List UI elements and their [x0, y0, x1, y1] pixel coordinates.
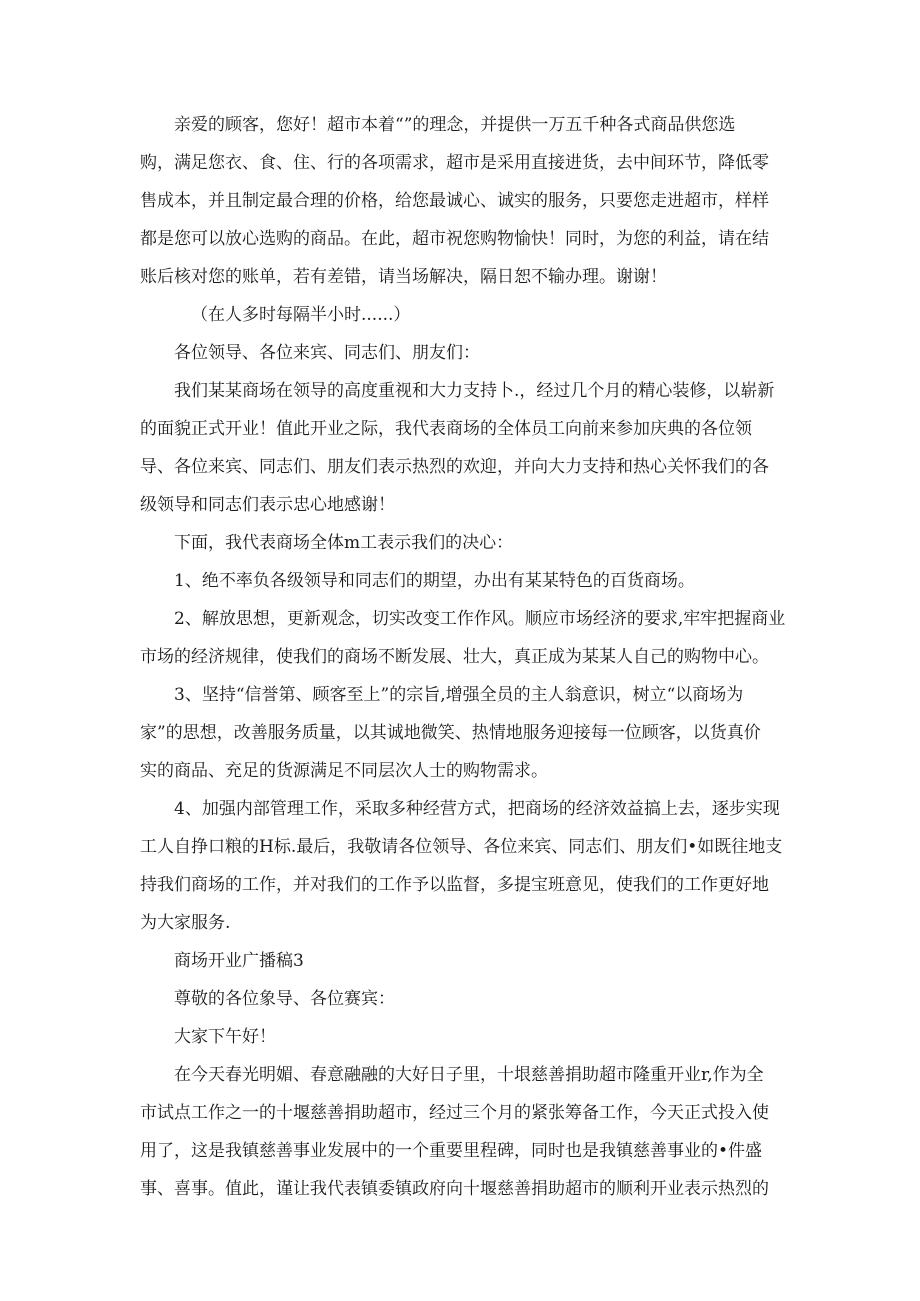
document-page — [140, 106, 786, 1208]
text-line: 1、绝不率负各级领导和同志们的期望，办出有某某特色的百货商场。 — [174, 571, 695, 591]
text-line: 亲爱的顾客，您好！超市本着“”的理念，并提供一万五千种各式商品供您选 — [174, 115, 736, 135]
text-line: 都是您可以放心选购的商品。在此，超市祝您购物愉快！同时，为您的利益，请在结 — [140, 229, 769, 249]
text-line: 为大家服务. — [140, 913, 231, 933]
text-line: 家”的思想，改善服务质量，以其诚地微笑、热情地服务迎接每一位顾客，以货真价 — [140, 723, 761, 743]
text-line: 的面貌正式开业！值此开业之际，我代表商场的全体员工向前来参加庆典的各位领 — [140, 419, 752, 439]
text-line: 尊敬的各位象导、各位赛宾： — [174, 989, 395, 1009]
text-line: 级领导和同志们表示忠心地感谢！ — [140, 495, 395, 515]
text-line: 各位领导、各位来宾、同志们、朋友们： — [174, 343, 480, 363]
text-line: 大家下午好！ — [174, 1027, 276, 1047]
text-line: 购，满足您衣、食、住、行的各项需求，超市是采用直接进货，去中间环节，降低零 — [140, 153, 769, 173]
text-line: 市场的经济规律，使我们的商场不断发展、壮大，真正成为某某人自己的购物中心。 — [140, 647, 769, 667]
text-line: 售成本，并且制定最合理的价格，给您最诚心、诚实的服务，只要您走进超市，样样 — [140, 191, 769, 211]
text-line: 在今天春光明媚、春意融融的大好日子里，十垠慈善捐助超市隆重开业r,作为全 — [174, 1065, 764, 1085]
text-line: 商场开业广播稿3 — [174, 951, 304, 971]
text-line: 4、加强内部管理工作，采取多种经营方式，把商场的经济效益搞上去，逐步实现 — [174, 799, 780, 819]
text-line: 工人自挣口粮的H标.最后，我敬请各位领导、各位来宾、同志们、朋友们•如既往地支 — [140, 837, 783, 857]
text-line: 持我们商场的工作，并对我们的工作予以监督，多提宝班意见，使我们的工作更好地 — [140, 875, 769, 895]
text-line: 市试点工作之一的十堰慈善捐助超市，经过三个月的紧张筹备工作，今天正式投入使 — [140, 1103, 769, 1123]
text-line: 3、坚持“信誉第、顾客至上”的宗旨,增强全员的主人翁意识，树立“以商场为 — [174, 685, 744, 705]
text-line: 下面，我代表商场全体m工表示我们的决心： — [174, 533, 514, 553]
text-line: 账后核对您的账单，若有差错，请当场解决，隔日恕不输办理。谢谢！ — [140, 267, 667, 287]
text-line: 导、各位来宾、同志们、朋友们表示热烈的欢迎，并向大力支持和热心关怀我们的各 — [140, 457, 769, 477]
text-line: 事、喜事。值此，谨让我代表镇委镇政府向十堰慈善捐助超市的顺利开业表示热烈的 — [140, 1179, 769, 1199]
text-line: （在人多时每隔半小时......） — [191, 305, 411, 325]
text-line: 我们某某商场在领导的高度重视和大力支持卜.，经过几个月的精心装修，以崭新 — [174, 381, 775, 401]
text-line: 2、解放思想，更新观念，切实改变工作作风。顺应市场经济的要求,牢牢把握商业 — [174, 609, 786, 629]
text-line: 实的商品、充足的货源满足不同层次人士的购物需求。 — [140, 761, 548, 781]
text-line: 用了，这是我镇慈善事业发展中的一个重要里程碑，同时也是我镇慈善事业的•件盛 — [140, 1141, 763, 1161]
